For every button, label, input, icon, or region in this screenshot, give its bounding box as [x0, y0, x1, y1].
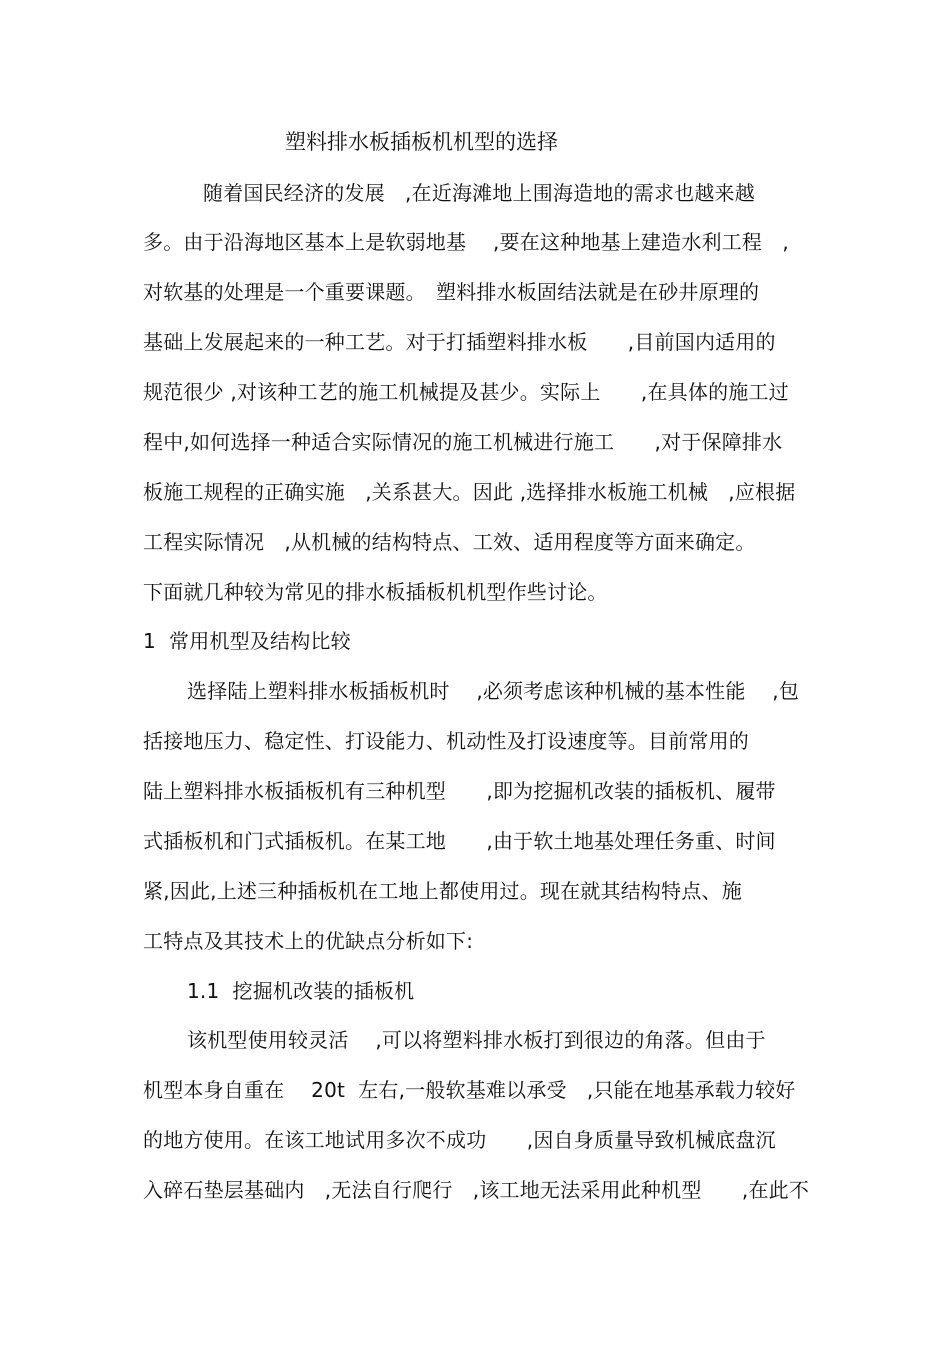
paragraph-line: 的地方使用。在该工地试用多次不成功 ,因自身质量导致机械底盘沉 — [143, 1128, 776, 1152]
subsection-heading: 1.1 挖掘机改装的插板机 — [187, 979, 415, 1003]
paragraph-line: 该机型使用较灵活 ,可以将塑料排水板打到很边的角落。但由于 — [187, 1028, 766, 1052]
paragraph-line: 工程实际情况 ,从机械的结构特点、工效、适用程度等方面来确定。 — [143, 530, 756, 554]
paragraph-line: 式插板机和门式插板机。在某工地 ,由于软土地基处理任务重、时间 — [143, 829, 776, 853]
paragraph-line: 基础上发展起来的一种工艺。对于打插塑料排水板 ,目前国内适用的 — [143, 330, 776, 354]
paragraph-line: 陆上塑料排水板插板机有三种机型 ,即为挖掘机改装的插板机、履带 — [143, 779, 776, 803]
document-title: 塑料排水板插板机机型的选择 — [285, 130, 558, 154]
paragraph-line: 规范很少 ,对该种工艺的施工机械提及甚少。实际上 ,在具体的施工过 — [143, 380, 789, 404]
paragraph-line: 工特点及其技术上的优缺点分析如下: — [143, 929, 474, 953]
paragraph-line: 多。由于沿海地区基本上是软弱地基 ,要在这种地基上建造水利工程 , — [143, 230, 789, 254]
paragraph-line: 选择陆上塑料排水板插板机时 ,必须考虑该种机械的基本性能 ,包 — [187, 679, 800, 703]
paragraph-line: 括接地压力、稳定性、打设能力、机动性及打设速度等。目前常用的 — [143, 729, 749, 753]
paragraph-line: 下面就几种较为常见的排水板插板机机型作些讨论。 — [143, 580, 608, 604]
paragraph-line: 紧,因此,上述三种插板机在工地上都使用过。现在就其结构特点、施 — [143, 879, 742, 903]
paragraph-line: 入碎石垫层基础内 ,无法自行爬行 ,该工地无法采用此种机型 ,在此不 — [143, 1178, 810, 1202]
paragraph-line: 对软基的处理是一个重要课题。 塑料排水板固结法就是在砂井原理的 — [143, 280, 760, 304]
paragraph-line: 随着国民经济的发展 ,在近海滩地上围海造地的需求也越来越 — [203, 181, 755, 205]
paragraph-line: 程中,如何选择一种适合实际情况的施工机械进行施工 ,对于保障排水 — [143, 430, 783, 454]
paragraph-line: 机型本身自重在 20t 左右,一般软基难以承受 ,只能在地基承载力较好 — [143, 1078, 796, 1102]
paragraph-line: 板施工规程的正确实施 ,关系甚大。因此 ,选择排水板施工机械 ,应根据 — [143, 480, 796, 504]
section-heading: 1 常用机型及结构比较 — [143, 629, 351, 653]
